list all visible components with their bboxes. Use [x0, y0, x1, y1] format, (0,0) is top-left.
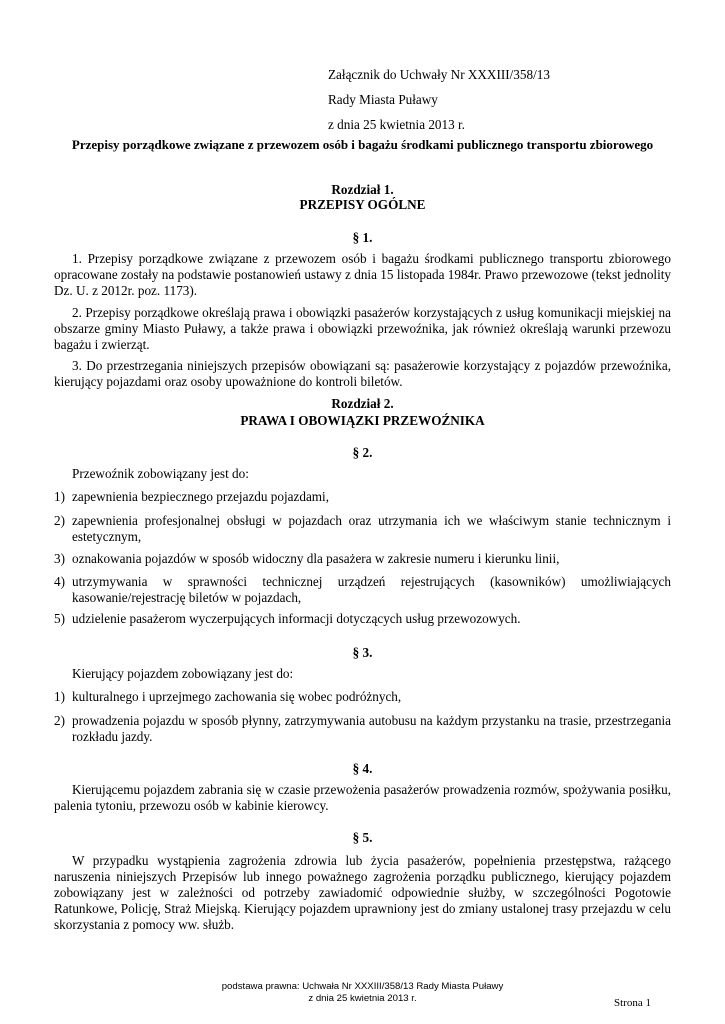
document-title: Przepisy porządkowe związane z przewozem osób i bagażu środkami publicznego transportu zbiorowego — [71, 137, 654, 152]
list-item-text: utrzymywania w sprawności technicznej urządzeń rejestrujących (kasowników) umożliwiających kasowanie/rejestrację biletów w pojazdach, — [72, 574, 671, 605]
section-2-intro: Przewoźnik zobowiązany jest do: — [72, 466, 249, 481]
chapter-2-label: Rozdział 2. — [331, 396, 394, 411]
list-item-number: 1) — [54, 489, 65, 504]
section-1-heading: § 1. — [352, 230, 373, 245]
list-item-text: oznakowania pojazdów w sposób widoczny dla pasażera w zakresie numeru i kierunku linii, — [72, 551, 560, 566]
list-item-text: zapewnienia profesjonalnej obsługi w pojazdach oraz utrzymania ich we właściwym stanie technicznym i estetycznym, — [72, 513, 671, 544]
list-item-number: 4) — [54, 574, 65, 589]
section-3-heading: § 3. — [352, 645, 373, 660]
page-number: Strona 1 — [614, 997, 651, 1009]
list-item-number: 1) — [54, 689, 65, 704]
chapter-1-label: Rozdział 1. — [331, 182, 394, 197]
list-item-text: prowadzenia pojazdu w sposób płynny, zatrzymywania autobusu na każdym przystanku na trasie, przestrzegania rozkładu jazdy. — [72, 713, 671, 744]
list-item-number: 2) — [54, 513, 65, 528]
footer-date: z dnia 25 kwietnia 2013 r. — [308, 993, 417, 1004]
section-5-text: W przypadku wystąpienia zagrożenia zdrowia lub życia pasażerów, popełnienia przestępstwa, rażącego naruszenia niniejszych Przepisów lub innego poważnego zagrożenia porządku publicznego, kierujący pojazdem zobowiązany jest w zależności od potrzeby zawiadomić odpowiednie służby, w szczególności Pogotowie Ratunkowe, Policję, Straż Miejską. Kierujący pojazdem uprawniony jest do zmiany ustalonej trasy przejazdu w celu skorzystania z pomocy ww. służb. — [54, 853, 671, 932]
chapter-1-name: PRZEPISY OGÓLNE — [299, 197, 426, 212]
footer-legal-basis: podstawa prawna: Uchwała Nr XXXIII/358/13 Rady Miasta Puławy — [221, 981, 504, 992]
section-5-heading: § 5. — [352, 830, 373, 845]
council-name: Rady Miasta Puławy — [328, 92, 438, 107]
list-item-text: udzielenie pasażerom wyczerpujących informacji dotyczących usług przewozowych. — [72, 611, 521, 626]
list-item-number: 3) — [54, 551, 65, 566]
list-item-text: kulturalnego i uprzejmego zachowania się wobec podróżnych, — [72, 689, 402, 704]
section-1-paragraph-2: 2. Przepisy porządkowe określają prawa i obowiązki pasażerów korzystających z usług komunikacji miejskiej na obszarze gminy Miasto Puławy, a także prawa i obowiązki przewoźnika, jak również określają warunki przewozu bagażu i zwierząt. — [54, 305, 671, 352]
section-4-heading: § 4. — [352, 761, 373, 776]
section-2-heading: § 2. — [352, 445, 373, 460]
header-date: z dnia 25 kwietnia 2013 r. — [328, 117, 465, 132]
section-3-intro: Kierujący pojazdem zobowiązany jest do: — [72, 666, 294, 681]
section-4-text: Kierującemu pojazdem zabrania się w czasie przewożenia pasażerów prowadzenia rozmów, spożywania posiłku, palenia tytoniu, przewozu osób w kabinie kierowcy. — [54, 782, 671, 813]
section-1-paragraph-3: 3. Do przestrzegania niniejszych przepisów obowiązani są: pasażerowie korzystający z pojazdów przewoźnika, kierujący pojazdami oraz osoby upoważnione do kontroli biletów. — [54, 358, 671, 389]
list-item-number: 5) — [54, 611, 65, 626]
list-item-number: 2) — [54, 713, 65, 728]
section-1-paragraph-1: 1. Przepisy porządkowe związane z przewozem osób i bagażu środkami publicznego transportu zbiorowego opracowane zostały na podstawie postanowień ustawy z dnia 15 listopada 1984r. Prawo przewozowe (tekst jednolity Dz. U. z 2012r. poz. 1173). — [54, 251, 671, 298]
chapter-2-name: PRAWA I OBOWIĄZKI PRZEWOŹNIKA — [240, 413, 485, 428]
list-item-text: zapewnienia bezpiecznego przejazdu pojazdami, — [72, 489, 330, 504]
attachment-header: Załącznik do Uchwały Nr XXXIII/358/13 — [328, 67, 550, 82]
